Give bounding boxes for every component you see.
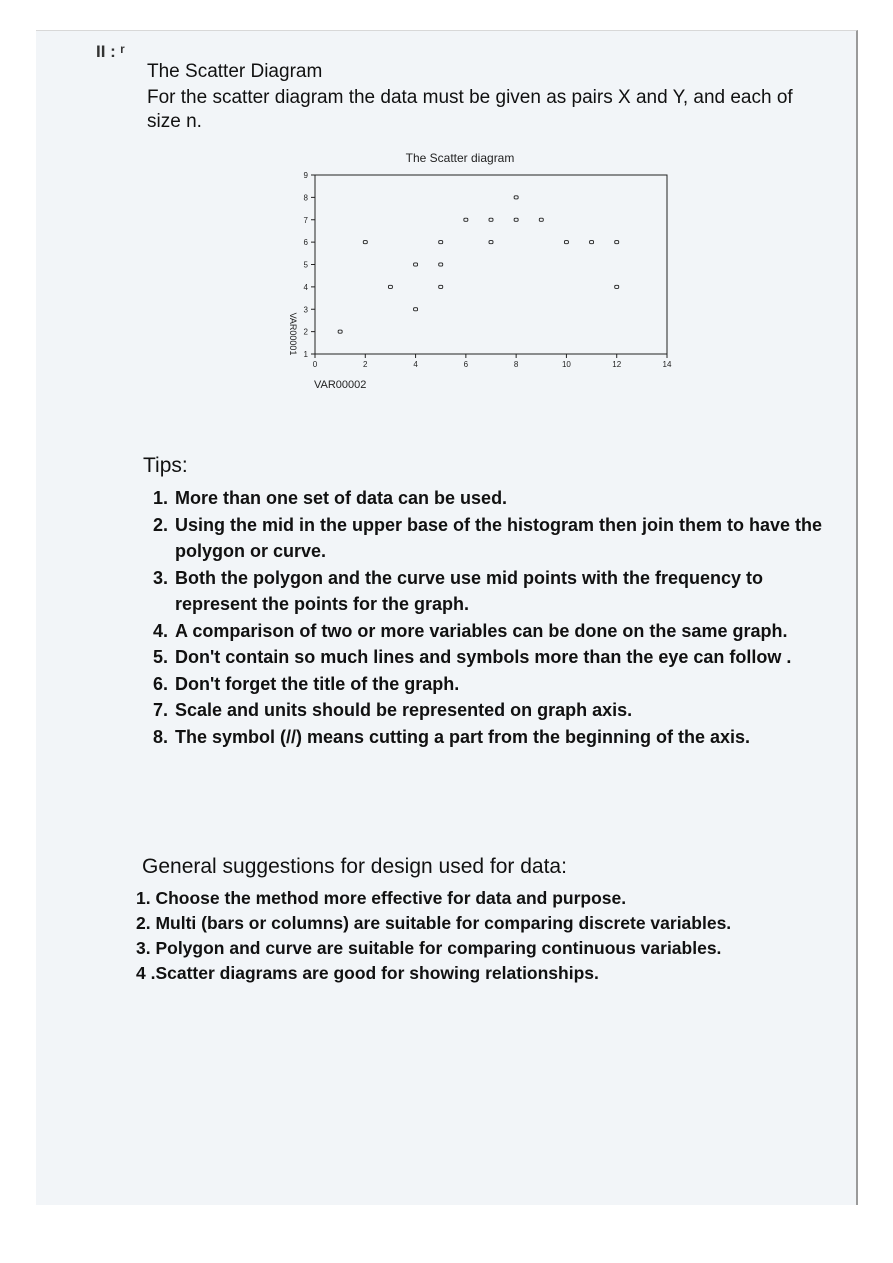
tip-text: Don't forget the title of the graph. — [175, 673, 460, 694]
scatter-point — [464, 218, 468, 221]
tip-text: Don't contain so much lines and symbols more than the eye can follow . — [175, 647, 792, 667]
tip-number: 8. — [153, 726, 169, 747]
tip-item — [153, 724, 843, 751]
tip-item — [153, 618, 843, 645]
tip-number: 5. — [153, 647, 169, 667]
suggestions-list — [136, 886, 856, 986]
scatter-point — [514, 196, 518, 199]
suggestions-heading: General suggestions for design used for data: — [142, 855, 567, 878]
suggestion-item: 3. Polygon and curve are suitable for comparing continuous variables. — [136, 938, 722, 958]
tips-heading: Tips: — [143, 454, 188, 477]
scatter-point — [615, 241, 619, 244]
tip-text: A comparison of two or more variables can be done on the same graph. — [175, 620, 788, 641]
suggestion-item: 4 .Scatter diagrams are good for showing relationships. — [136, 963, 599, 983]
x-tick-label: 12 — [612, 360, 622, 369]
scatter-point — [615, 285, 619, 288]
y-tick-label: 5 — [303, 260, 308, 270]
x-tick-label: 2 — [363, 360, 368, 369]
scatter-point — [439, 241, 443, 244]
scatter-point — [514, 218, 518, 221]
scatter-point — [414, 308, 418, 311]
tip-text: Scale and units should be represented on graph axis. — [175, 700, 633, 720]
x-axis-label: VAR00002 — [314, 379, 367, 391]
y-axis-label: VAR00001 — [288, 312, 298, 356]
tip-item — [153, 512, 843, 565]
y-tick-label: 9 — [303, 171, 308, 180]
scatter-chart — [270, 148, 690, 398]
tip-text: More than one set of data can be used. — [175, 488, 508, 508]
y-tick-label: 1 — [303, 350, 308, 359]
scatter-point — [388, 285, 392, 288]
y-tick-label: 2 — [303, 327, 308, 337]
scatter-point — [439, 285, 443, 288]
tip-item — [153, 565, 843, 618]
y-tick-label: 8 — [303, 193, 308, 203]
y-tick-label: 7 — [303, 215, 308, 225]
scatter-point — [489, 241, 493, 244]
scatter-point — [564, 241, 568, 244]
scatter-point — [338, 330, 342, 333]
y-axis — [304, 171, 315, 359]
x-tick-label: 4 — [413, 360, 418, 369]
x-tick-label: 10 — [561, 360, 571, 369]
x-tick-label: 6 — [463, 360, 469, 369]
data-points — [338, 196, 619, 333]
tip-item — [153, 697, 843, 724]
suggestion-item: 2. Multi (bars or columns) are suitable for comparing discrete variables. — [136, 913, 732, 933]
scatter-point — [439, 263, 443, 266]
plot-frame — [315, 175, 667, 354]
tip-number: 6. — [153, 673, 169, 694]
y-tick-label: 4 — [303, 282, 308, 292]
x-tick-label: 8 — [513, 360, 519, 369]
tip-number: 4. — [153, 620, 169, 641]
intro-paragraph: For the scatter diagram the data must be given as pairs X and Y, and each of size n. — [147, 87, 793, 132]
chart-title: The Scatter diagram — [405, 151, 515, 165]
tip-item — [153, 644, 843, 671]
tip-item — [153, 671, 843, 698]
tip-text: Using the mid in the upper base of the histogram then join them to have the polygon or curve. — [175, 514, 823, 561]
tip-text: Both the polygon and the curve use mid points with the frequency to represent the points for the graph. — [175, 567, 764, 614]
scatter-point — [590, 241, 594, 244]
suggestion-item: 1. Choose the method more effective for data and purpose. — [136, 888, 627, 908]
scatter-point — [363, 241, 367, 244]
scatter-point — [539, 218, 543, 221]
tip-number: 7. — [153, 700, 169, 720]
x-axis — [313, 354, 672, 369]
tip-text: The symbol (//) means cutting a part from the beginning of the axis. — [175, 726, 751, 747]
scatter-point — [414, 263, 418, 266]
x-tick-label: 14 — [662, 360, 672, 369]
scatter-point — [489, 218, 493, 221]
y-tick-label: 6 — [303, 238, 308, 248]
page-marker: II : ʳ — [96, 42, 125, 61]
x-tick-label: 0 — [312, 360, 318, 369]
tip-number: 3. — [153, 567, 169, 588]
tips-list — [153, 485, 843, 750]
tip-item — [153, 485, 843, 512]
tip-number: 1. — [153, 488, 169, 508]
section-title: The Scatter Diagram — [147, 61, 323, 82]
y-tick-label: 3 — [303, 305, 308, 315]
tip-number: 2. — [153, 514, 169, 535]
